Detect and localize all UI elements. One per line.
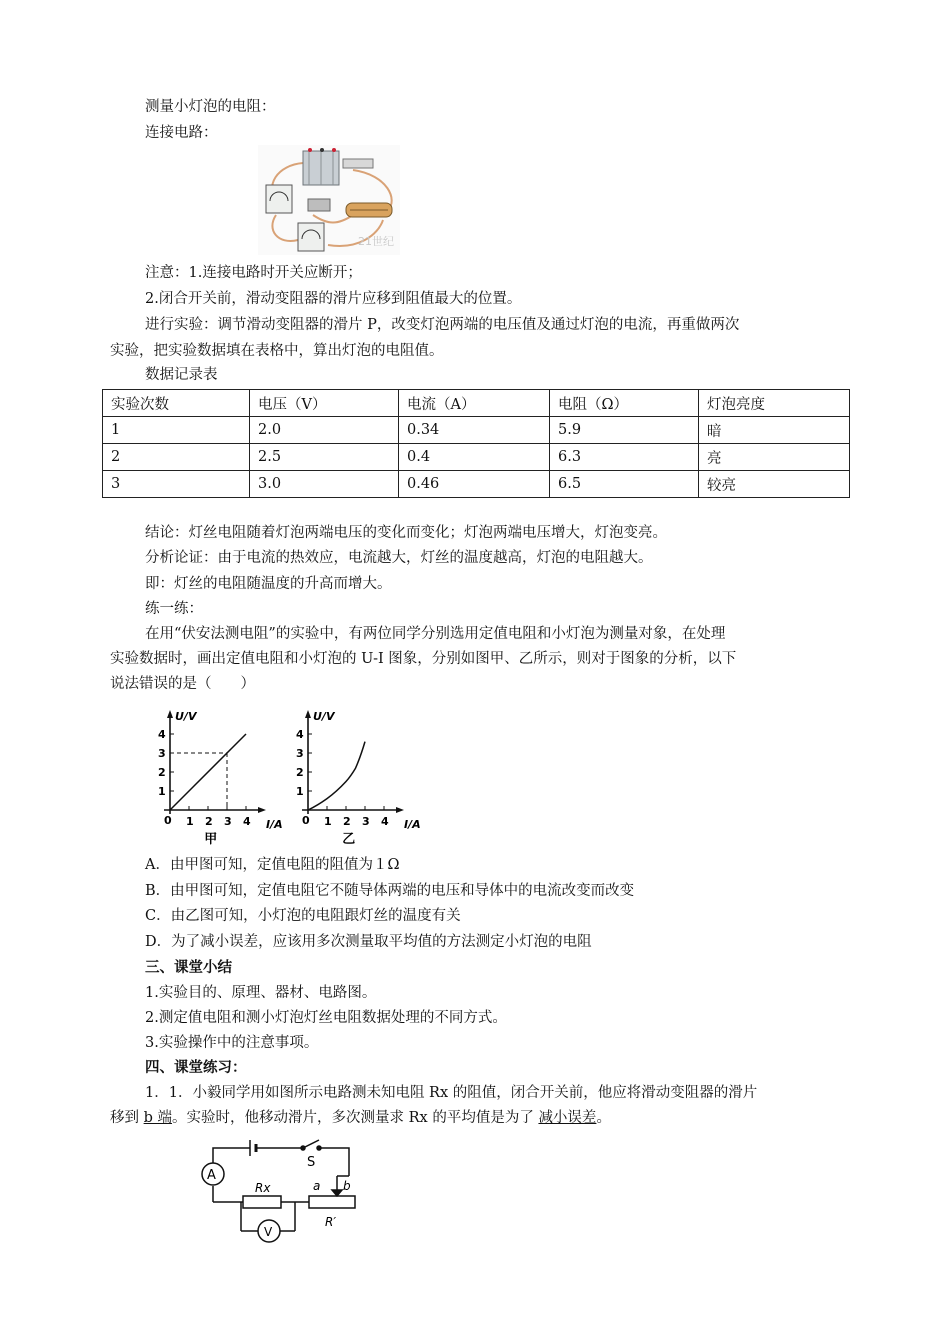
namely: 即：灯丝的电阻随温度的升高而增大。 [145,576,392,592]
y-tick-label: 2 [158,766,166,779]
x-tick-label: 3 [362,815,370,828]
origin-label: 0 [164,814,172,827]
x-tick-label: 2 [205,815,213,828]
summary-item-1: 1.实验目的、原理、器材、电路图。 [145,985,377,1001]
table-title: 数据记录表 [145,367,218,383]
table-header-cell: 实验次数 [103,390,250,417]
table-cell: 暗 [699,417,850,444]
circuit-diagram [195,1136,365,1248]
option-d: D．为了减小误差，应该用多次测量取平均值的方法测定小灯泡的电阻 [145,934,592,950]
x-axis-label: I/A [266,818,283,831]
y-tick-label: 4 [158,728,166,741]
answer-reduce-error: 减小误差 [538,1110,597,1126]
table-cell: 3.0 [250,471,399,498]
x-tick-label: 2 [343,815,351,828]
conclusion: 结论：灯丝电阻随着灯泡两端电压的变化而变化；灯泡两端电压增大，灯泡变亮。 [145,525,667,541]
y-tick-label: 1 [158,785,166,798]
table-header-row [103,390,850,417]
text: 。 [596,1110,611,1126]
table-row [103,417,850,444]
option-b: B．由甲图可知，定值电阻它不随导体两端的电压和导体中的电流改变而改变 [145,883,635,899]
table-header-cell: 电阻（Ω） [550,390,699,417]
series-line [308,742,365,810]
end-b-label: b [343,1179,351,1193]
table-header-cell: 灯泡亮度 [699,390,850,417]
table-cell: 2.0 [250,417,399,444]
resistor-label: Rx [255,1181,271,1195]
procedure-line-2: 实验，把实验数据填在表格中，算出灯泡的电阻值。 [110,343,444,359]
circuit-photo [258,145,400,255]
chart-title: 甲 [204,832,218,847]
summary-item-3: 3.实验操作中的注意事项。 [145,1035,319,1051]
y-axis-arrow [305,710,311,718]
option-a: A．由甲图可知，定值电阻的阻值为１Ω [145,857,400,873]
y-tick-label: 2 [296,766,304,779]
table-cell: 0.34 [399,417,550,444]
table-cell: 1 [103,417,250,444]
summary-item-2: 2.测定值电阻和测小灯泡灯丝电阻数据处理的不同方式。 [145,1010,507,1026]
y-axis-label: U/V [313,710,335,723]
table-row [103,444,850,471]
x-tick-label: 3 [224,815,232,828]
x-axis-arrow [396,807,404,813]
section-4-title: 四、课堂练习： [145,1060,247,1076]
analysis: 分析论证：由于电流的热效应，电流越大，灯丝的温度越高，灯泡的电阻越大。 [145,550,653,566]
practice-title: 练一练： [145,601,203,617]
y-tick-label: 4 [296,728,304,741]
section-3-title: 三、课堂小结 [145,960,232,976]
rheostat-label: R′ [325,1215,337,1229]
table-cell: 亮 [699,444,850,471]
switch-label: S [307,1155,316,1170]
question-line-1: 在用“伏安法测电阻”的实验中，有两位同学分别选用定值电阻和小灯泡为测量对象，在处理 [145,626,726,642]
y-tick-label: 3 [296,747,304,760]
ammeter-label: A [207,1168,216,1183]
table-cell: 6.3 [550,444,699,471]
table-header-cell: 电流（A） [399,390,550,417]
text: 。实验时，他移动滑片，多次测量求 Rx 的平均值是为了 [172,1110,539,1126]
y-tick-label: 3 [158,747,166,760]
exercise-1-line-1: 1．1．小毅同学用如图所示电路测未知电阻 Rx 的阻值，闭合开关前，他应将滑动变阻器的滑片 [145,1085,758,1101]
y-axis-label: U/V [175,710,197,723]
x-tick-label: 1 [186,815,194,828]
table-cell: 2.5 [250,444,399,471]
data-table [102,389,850,498]
table-cell: 5.9 [550,417,699,444]
text: 移到 [110,1110,144,1126]
answer-b-end: b 端 [143,1110,173,1126]
connect-label: 连接电路： [145,125,218,141]
y-tick-label: 1 [296,785,304,798]
table-header-cell: 电压（V） [250,390,399,417]
voltmeter-label: V [264,1225,273,1239]
x-axis-arrow [258,807,266,813]
series-line [170,734,246,810]
x-tick-label: 4 [381,815,389,828]
table-cell: 6.5 [550,471,699,498]
chart-title: 乙 [342,832,356,847]
procedure-line-1: 进行实验：调节滑动变阻器的滑片 P，改变灯泡两端的电压值及通过灯泡的电流，再重做两次 [145,317,740,333]
question-line-2: 实验数据时，画出定值电阻和小灯泡的 U-I 图象，分别如图甲、乙所示，则对于图象的分析，以下 [110,651,737,667]
table-row [103,471,850,498]
note-2: 2.闭合开关前，滑动变阻器的滑片应移到阻值最大的位置。 [145,291,522,307]
option-c: C．由乙图可知，小灯泡的电阻跟灯丝的温度有关 [145,908,461,924]
table-cell: 3 [103,471,250,498]
table-cell: 0.46 [399,471,550,498]
y-axis-arrow [167,710,173,718]
note-1: 注意：1.连接电路时开关应断开； [145,265,362,281]
table-cell: 较亮 [699,471,850,498]
heading-measure: 测量小灯泡的电阻： [145,99,276,115]
ui-graphs [140,706,440,848]
photo-watermark: 21世纪 [358,235,394,248]
exercise-1-line-2 [110,1107,611,1129]
x-tick-label: 4 [243,815,251,828]
table-cell: 0.4 [399,444,550,471]
x-axis-label: I/A [404,818,421,831]
origin-label: 0 [302,814,310,827]
question-line-3: 说法错误的是（ ） [110,676,255,692]
x-tick-label: 1 [324,815,332,828]
table-cell: 2 [103,444,250,471]
end-a-label: a [313,1179,321,1193]
